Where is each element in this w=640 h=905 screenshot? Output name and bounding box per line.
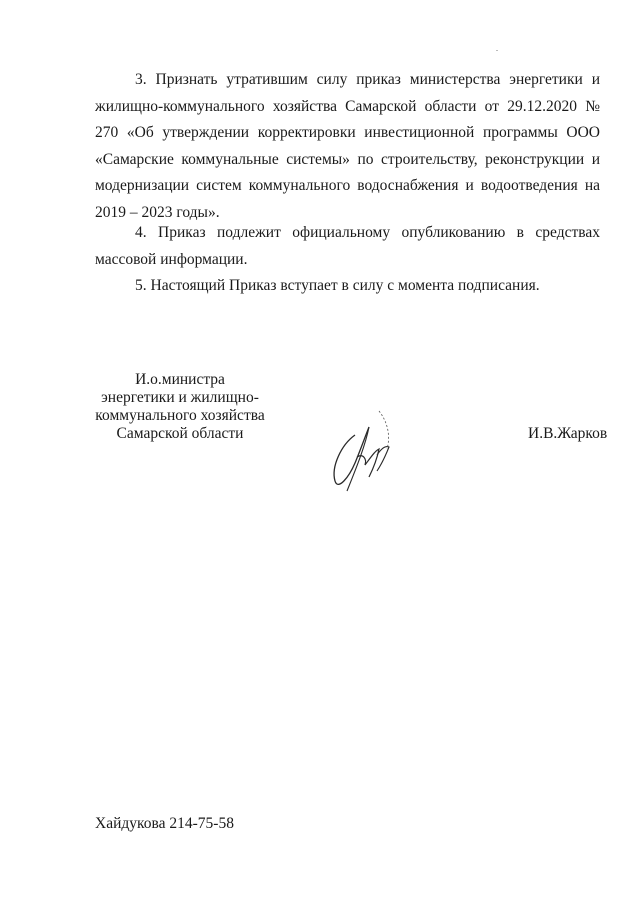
contact-footer: Хайдукова 214-75-58 [95, 815, 234, 832]
paragraph-3: 3. Признать утратившим силу приказ министерства энергетики и жилищно-коммунального хозяйства Самарской области от 29.12.2020 № 270 «Об утверждении корректировки инвестиционной программы ООО «Самарские коммунальные системы» по строительству, реконструкции и модернизации систем коммунального водоснабжения и водоотведения на 2019 – 2023 годы». [95, 71, 600, 221]
paragraph-5: 5. Настоящий Приказ вступает в силу с момента подписания. [135, 277, 540, 294]
scan-artifact [496, 50, 498, 51]
signatory-title-line: энергетики и жилищно- [101, 389, 259, 406]
signatory-title-line: Самарской области [116, 425, 244, 442]
signatory-title-line: коммунального хозяйства [95, 407, 265, 424]
signatory-name: И.В.Жарков [528, 425, 608, 442]
handwritten-signature [325, 405, 405, 495]
signatory-title-line: И.о.министра [135, 371, 225, 388]
paragraph-4: 4. Приказ подлежит официальному опубликованию в средствах массовой информации. [95, 224, 600, 268]
signatory-title [70, 371, 290, 443]
